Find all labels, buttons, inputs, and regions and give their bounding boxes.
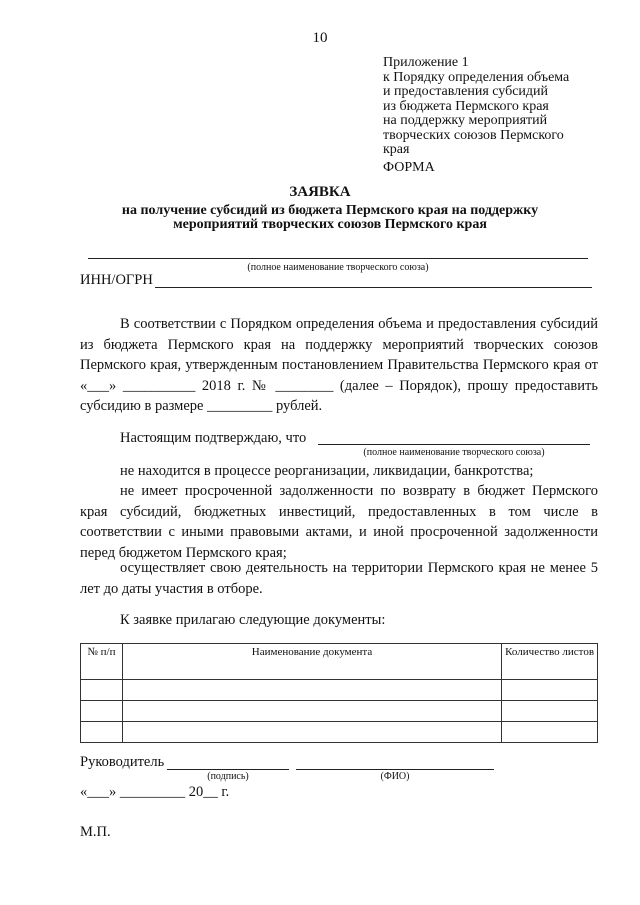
- appendix-line: к Порядку определения объема: [383, 69, 570, 85]
- table-cell[interactable]: [81, 722, 123, 743]
- signature-field[interactable]: [167, 756, 289, 770]
- table-cell[interactable]: [122, 680, 501, 701]
- confirm-label: Настоящим подтверждаю, что: [120, 430, 307, 446]
- fio-caption: (ФИО): [380, 771, 410, 782]
- condition-item: осуществляет свою деятельность на территории Пермского края не менее 5 лет до даты участия в отборе.: [80, 560, 598, 597]
- table-cell[interactable]: [81, 701, 123, 722]
- attach-label: К заявке прилагаю следующие документы:: [120, 612, 386, 628]
- appendix-line: края: [383, 142, 410, 157]
- union-name-field[interactable]: [88, 246, 588, 259]
- appendix-line: из бюджета Пермского края: [383, 98, 549, 114]
- documents-table: [80, 643, 598, 743]
- appendix-block: [383, 56, 623, 158]
- appendix-line: творческих союзов Пермского: [383, 127, 564, 143]
- appendix-line: Приложение 1: [383, 55, 469, 70]
- table-row: [81, 680, 598, 701]
- table-header-row: [81, 644, 598, 680]
- union-name-caption: (полное наименование творческого союза): [247, 262, 429, 273]
- document-subtitle: на получение субсидий из бюджета Пермского края на поддержку мероприятий творческих союзов Пермского края: [121, 203, 539, 232]
- document-title: ЗАЯВКА: [289, 184, 351, 200]
- inn-field[interactable]: [155, 274, 592, 288]
- table-cell[interactable]: [502, 701, 598, 722]
- date-line[interactable]: «___» _________ 20__ г.: [80, 784, 230, 800]
- table-cell[interactable]: [122, 701, 501, 722]
- table-header-count: Количество листов: [502, 644, 598, 680]
- appendix-line: на поддержку мероприятий: [383, 113, 548, 128]
- request-paragraph: В соответствии с Порядком определения объема и предоставления субсидий из бюджета Пермского края на поддержку мероприятий творческих союзов Пермского края, утвержденным постановлением Правительства Пермского края от «___» __________ 2018 г. № ________ (далее – Порядок), прошу предоставить субсидию в размере _________ рублей.: [80, 316, 598, 414]
- confirm-union-field[interactable]: [318, 431, 590, 445]
- table-row: [81, 722, 598, 743]
- form-label: ФОРМА: [383, 160, 435, 175]
- page-number: 10: [312, 30, 328, 46]
- condition-item: не находится в процессе реорганизации, ликвидации, банкротства;: [120, 463, 534, 479]
- head-label: Руководитель: [80, 754, 165, 770]
- table-header-name: Наименование документа: [122, 644, 501, 680]
- fio-field[interactable]: [296, 756, 494, 770]
- inn-label: ИНН/ОГРН: [80, 272, 153, 288]
- condition-item: не имеет просроченной задолженности по возврату в бюджет Пермского края субсидий, бюджетных инвестиций, предоставленных в том числе в соответствии с иными правовыми актами, и иной просроченной задолженности перед бюджетом Пермского края;: [80, 483, 598, 561]
- confirm-caption: (полное наименование творческого союза): [363, 447, 545, 458]
- table-row: [81, 701, 598, 722]
- table-cell[interactable]: [502, 680, 598, 701]
- table-cell[interactable]: [502, 722, 598, 743]
- signature-caption: (подпись): [207, 771, 249, 782]
- table-header-number: № п/п: [81, 644, 123, 680]
- appendix-line: и предоставления субсидий: [383, 84, 549, 99]
- table-cell[interactable]: [81, 680, 123, 701]
- stamp-label: М.П.: [80, 824, 111, 840]
- table-cell[interactable]: [122, 722, 501, 743]
